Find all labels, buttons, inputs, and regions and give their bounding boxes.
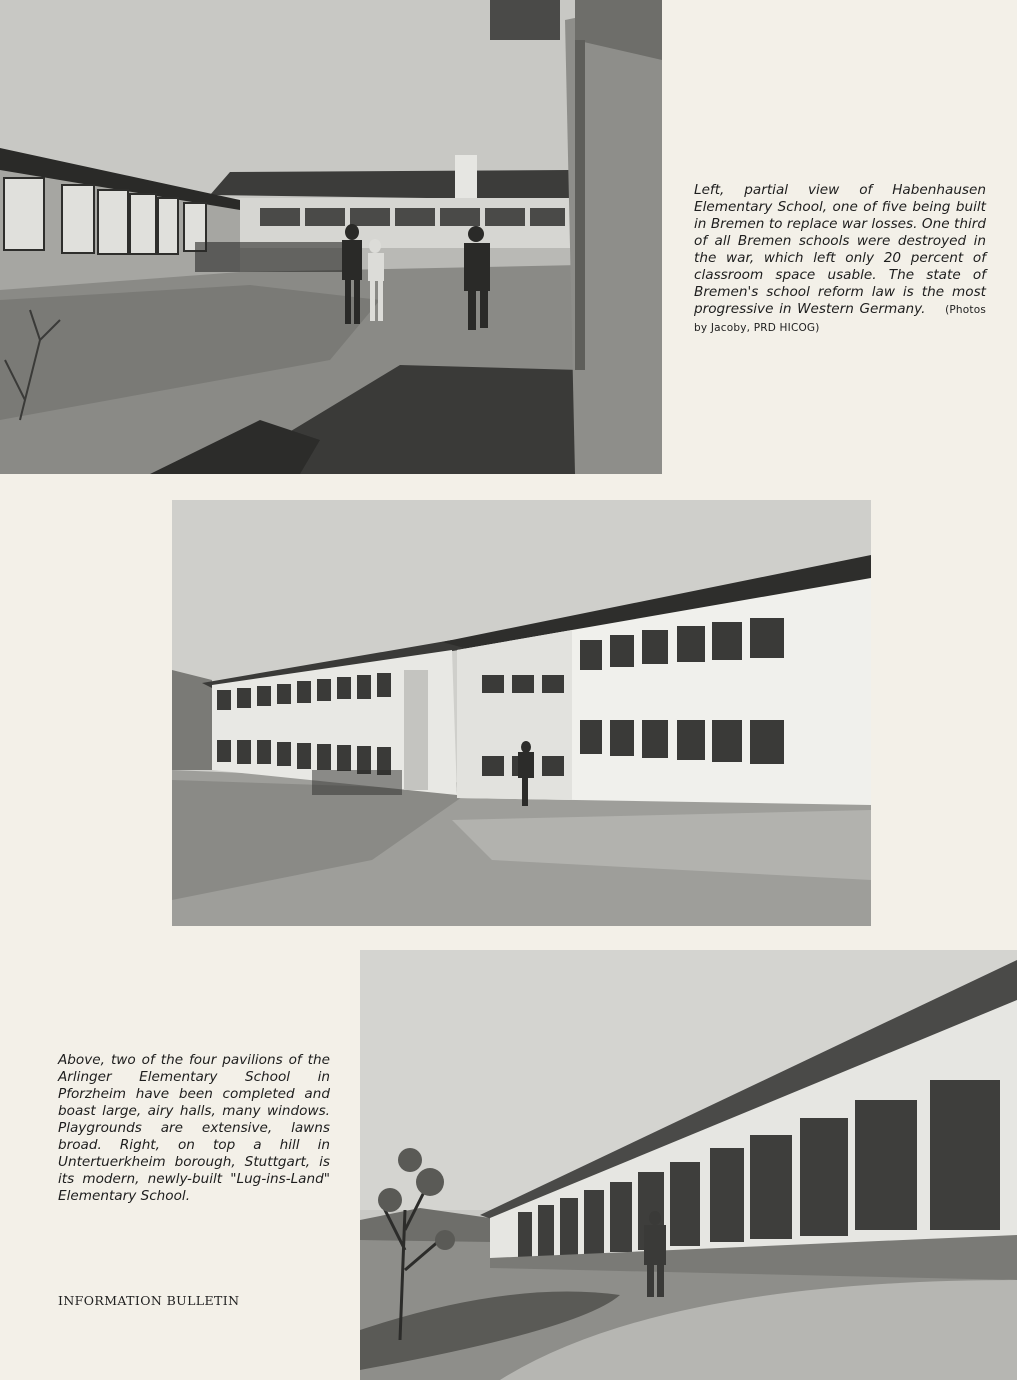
caption-top-text: Left, partial view of Habenhausen Elementary School, one of five being built in Bremen to replace war losses. One third of all Bremen schools were destroyed in the war, which left only 20 percent of classroom space usable. The state of Bremen's school reform law is the most progressive in Western Germany. xyxy=(694,182,986,317)
caption-arlinger-luginsland xyxy=(58,1052,330,1205)
photo-arlinger-school xyxy=(172,500,871,926)
photo-habenhausen-school xyxy=(0,0,662,474)
caption-habenhausen xyxy=(694,182,986,337)
caption-bottom-text: Above, two of the four pavilions of the Arlinger Elementary School in Pforzheim have been completed and boast large, airy halls, many windows. Playgrounds are extensive, lawns broad. Right, on top a hill in Untertuerkheim borough, Stuttgart, is its modern, newly-built "Lug-ins-Land" Elementary School. xyxy=(58,1052,330,1204)
photo-credit: (Photos by Jacoby, PRD HICOG) xyxy=(694,304,987,334)
photo-luginsland-school xyxy=(360,950,1017,1380)
publication-footer: INFORMATION BULLETIN xyxy=(58,1293,240,1308)
